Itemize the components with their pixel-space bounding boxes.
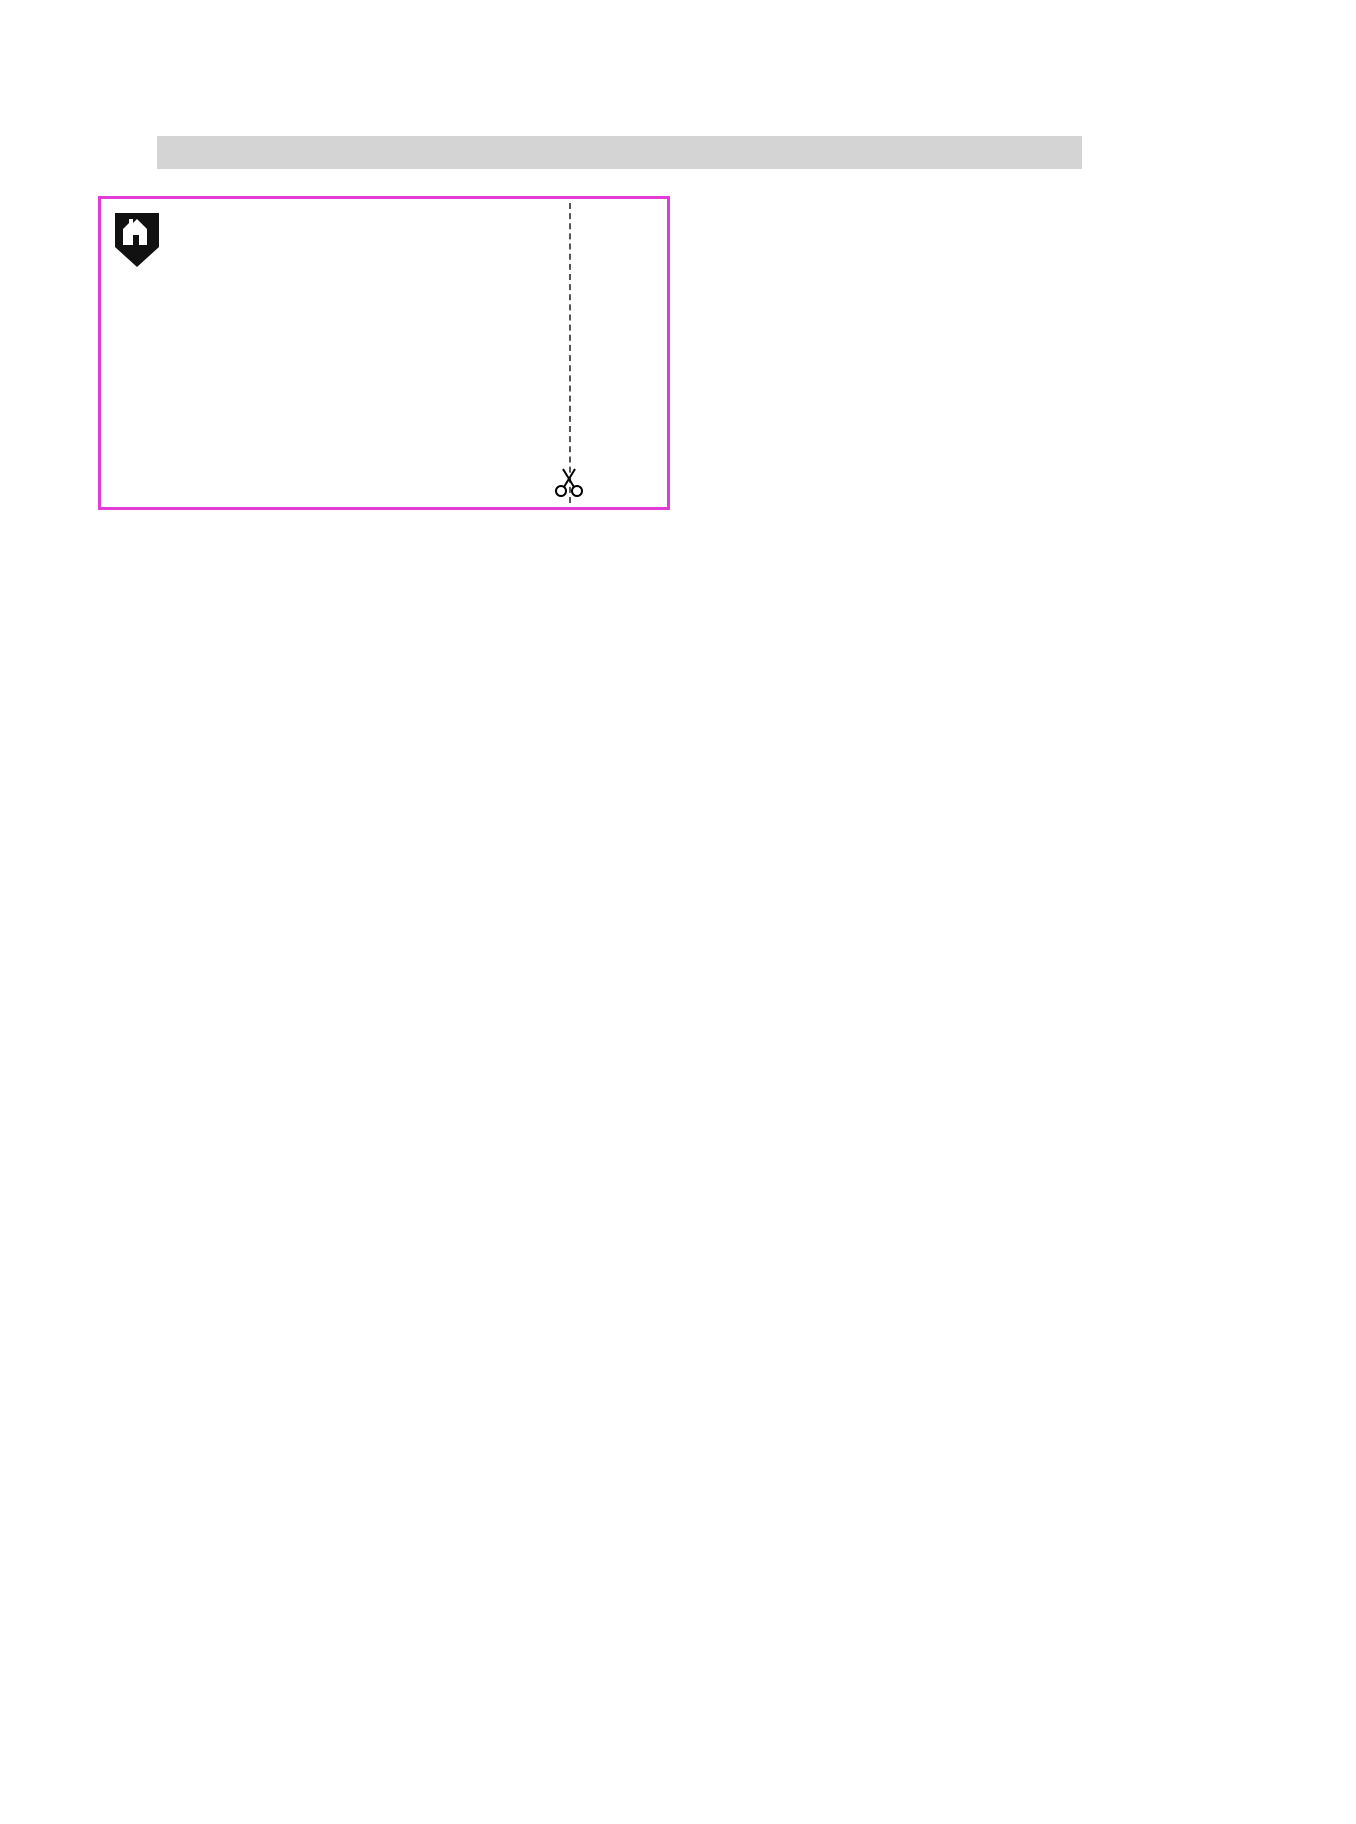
page-header xyxy=(97,116,1277,184)
ad-coupon xyxy=(579,209,679,509)
header-bar xyxy=(157,136,1082,169)
derzhava-logo-icon xyxy=(113,211,161,269)
coupon-cut-line xyxy=(569,203,571,503)
advertisement xyxy=(98,196,670,510)
